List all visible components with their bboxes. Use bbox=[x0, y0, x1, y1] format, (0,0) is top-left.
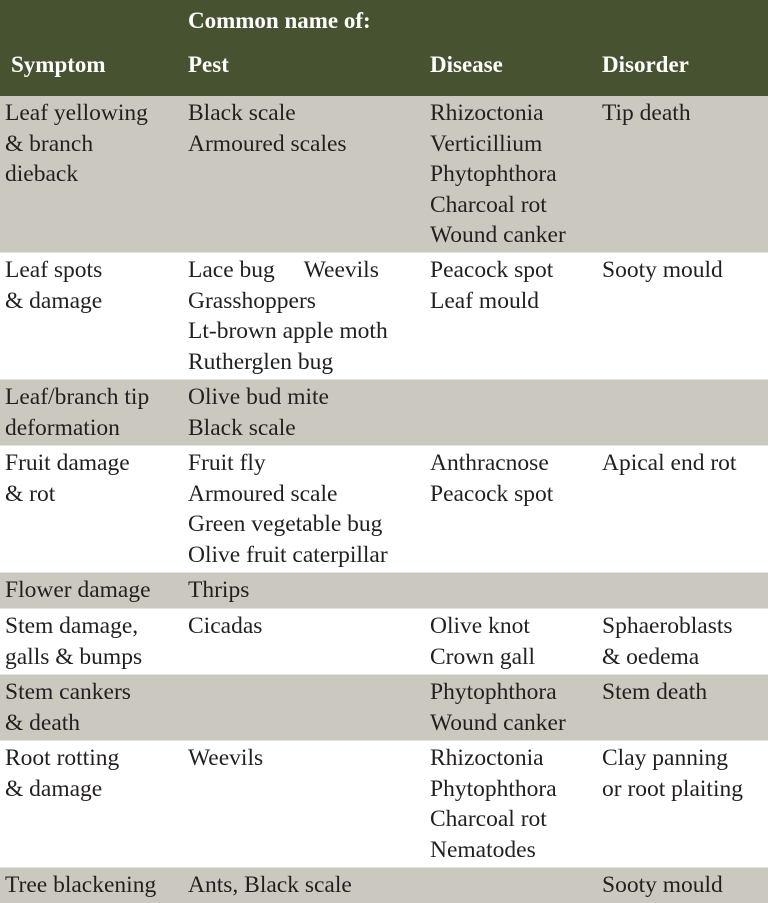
pest-text: Weevils bbox=[188, 745, 264, 771]
pest-text: Grasshoppers bbox=[188, 287, 316, 314]
disorder-text: Sphaeroblasts bbox=[602, 613, 733, 639]
table-row bbox=[0, 675, 768, 740]
symptom-text: Stem cankers bbox=[5, 679, 131, 705]
pest-cell bbox=[188, 611, 262, 642]
symptom-cell bbox=[5, 382, 149, 443]
disease-text: Olive knot bbox=[430, 613, 530, 639]
header-pest: Pest bbox=[188, 52, 229, 77]
disease-cell bbox=[430, 743, 557, 865]
symptom-text: Tree blackening bbox=[5, 872, 157, 898]
disorder-cell bbox=[602, 743, 743, 804]
disease-cell bbox=[430, 255, 553, 316]
table-row bbox=[0, 380, 768, 445]
table-row bbox=[0, 446, 768, 572]
disorder-text: Stem death bbox=[602, 679, 708, 705]
disease-text: Rhizoctonia bbox=[430, 100, 544, 126]
disease-text: Rhizoctonia bbox=[430, 745, 544, 771]
pest-cell bbox=[188, 382, 329, 443]
symptom-text: & death bbox=[5, 709, 81, 736]
pest-cell bbox=[188, 255, 388, 377]
disease-text: Wound canker bbox=[430, 222, 566, 248]
disease-text: Wound canker bbox=[430, 709, 566, 736]
disorder-cell bbox=[602, 611, 733, 672]
symptom-cell bbox=[5, 98, 148, 190]
disorder-text: & oedema bbox=[602, 643, 700, 670]
pest-text: Armoured scale bbox=[188, 480, 338, 507]
symptom-text: Leaf yellowing bbox=[5, 100, 148, 126]
pest-text: Black scale bbox=[188, 414, 296, 441]
table-header bbox=[0, 0, 768, 96]
symptom-cell bbox=[5, 255, 102, 316]
disorder-cell bbox=[602, 870, 723, 901]
symptom-text: Leaf spots bbox=[5, 257, 103, 283]
disorder-text: or root plaiting bbox=[602, 775, 743, 802]
disorder-text: Sooty mould bbox=[602, 872, 723, 898]
table-row bbox=[0, 609, 768, 674]
symptom-cell bbox=[5, 575, 151, 606]
disease-cell bbox=[430, 677, 566, 738]
symptom-text: & damage bbox=[5, 775, 103, 802]
table-body bbox=[0, 96, 768, 903]
pest-text: Olive bud mite bbox=[188, 384, 329, 410]
table-row bbox=[0, 253, 768, 379]
symptom-text: & rot bbox=[5, 480, 56, 507]
disease-text: Anthracnose bbox=[430, 450, 549, 476]
pest-text: Lace bug Weevils bbox=[188, 257, 379, 283]
disease-text: Peacock spot bbox=[430, 480, 554, 507]
disorder-cell bbox=[602, 677, 707, 708]
disorder-cell bbox=[602, 98, 691, 129]
symptom-text: Leaf/branch tip bbox=[5, 384, 150, 410]
pest-cell bbox=[188, 575, 249, 606]
disease-text: Nematodes bbox=[430, 836, 536, 863]
disease-text: Leaf mould bbox=[430, 287, 539, 314]
disease-text: Phytophthora bbox=[430, 161, 557, 187]
symptom-cell bbox=[5, 611, 142, 672]
symptom-text: Flower damage bbox=[5, 577, 151, 603]
disease-cell bbox=[430, 98, 566, 251]
symptom-text: Stem damage, bbox=[5, 613, 139, 639]
disease-cell bbox=[430, 448, 553, 509]
pest-cell bbox=[188, 448, 388, 570]
disease-text: Verticillium bbox=[430, 130, 543, 157]
disorder-cell bbox=[602, 255, 723, 286]
pest-text: Rutherglen bug bbox=[188, 348, 334, 375]
symptom-text: & branch bbox=[5, 130, 94, 157]
pest-text: Lt-brown apple moth bbox=[188, 318, 388, 344]
pest-text: Olive fruit caterpillar bbox=[188, 541, 388, 568]
disorder-text: Sooty mould bbox=[602, 257, 723, 283]
disorder-text: Apical end rot bbox=[602, 450, 737, 476]
disease-cell bbox=[430, 611, 535, 672]
symptom-cell bbox=[5, 870, 156, 901]
pest-cell bbox=[188, 870, 352, 901]
pest-text: Cicadas bbox=[188, 613, 263, 639]
disorder-text: Clay panning bbox=[602, 745, 728, 771]
pest-text: Ants, Black scale bbox=[188, 872, 352, 898]
pest-text: Black scale bbox=[188, 100, 296, 126]
pest-text: Thrips bbox=[188, 577, 250, 603]
symptom-cell bbox=[5, 448, 130, 509]
disease-text: Phytophthora bbox=[430, 679, 557, 705]
disease-text: Charcoal rot bbox=[430, 806, 547, 832]
disease-text: Crown gall bbox=[430, 643, 536, 670]
symptom-text: Fruit damage bbox=[5, 450, 130, 476]
symptom-cell bbox=[5, 677, 131, 738]
table-row bbox=[0, 573, 768, 608]
symptom-cell bbox=[5, 743, 119, 804]
symptom-text: Root rotting bbox=[5, 745, 120, 771]
header-disorder: Disorder bbox=[602, 52, 689, 77]
header-symptom: Symptom bbox=[11, 52, 106, 77]
disorder-cell bbox=[602, 448, 736, 479]
symptom-text: deformation bbox=[5, 414, 120, 441]
header-disease: Disease bbox=[430, 52, 503, 77]
disease-text: Charcoal rot bbox=[430, 191, 547, 218]
table-row bbox=[0, 96, 768, 252]
header-group-label: Common name of: bbox=[188, 8, 371, 33]
table-row bbox=[0, 741, 768, 867]
pest-text: Armoured scales bbox=[188, 130, 347, 157]
pest-text: Fruit fly bbox=[188, 450, 266, 476]
symptom-text: dieback bbox=[5, 161, 79, 187]
disorder-text: Tip death bbox=[602, 100, 691, 126]
symptom-text: galls & bumps bbox=[5, 643, 143, 670]
pest-cell bbox=[188, 98, 347, 159]
pest-cell bbox=[188, 743, 263, 774]
symptom-text: & damage bbox=[5, 287, 103, 314]
disease-text: Phytophthora bbox=[430, 775, 557, 802]
pest-text: Green vegetable bug bbox=[188, 511, 383, 537]
disease-text: Peacock spot bbox=[430, 257, 554, 283]
